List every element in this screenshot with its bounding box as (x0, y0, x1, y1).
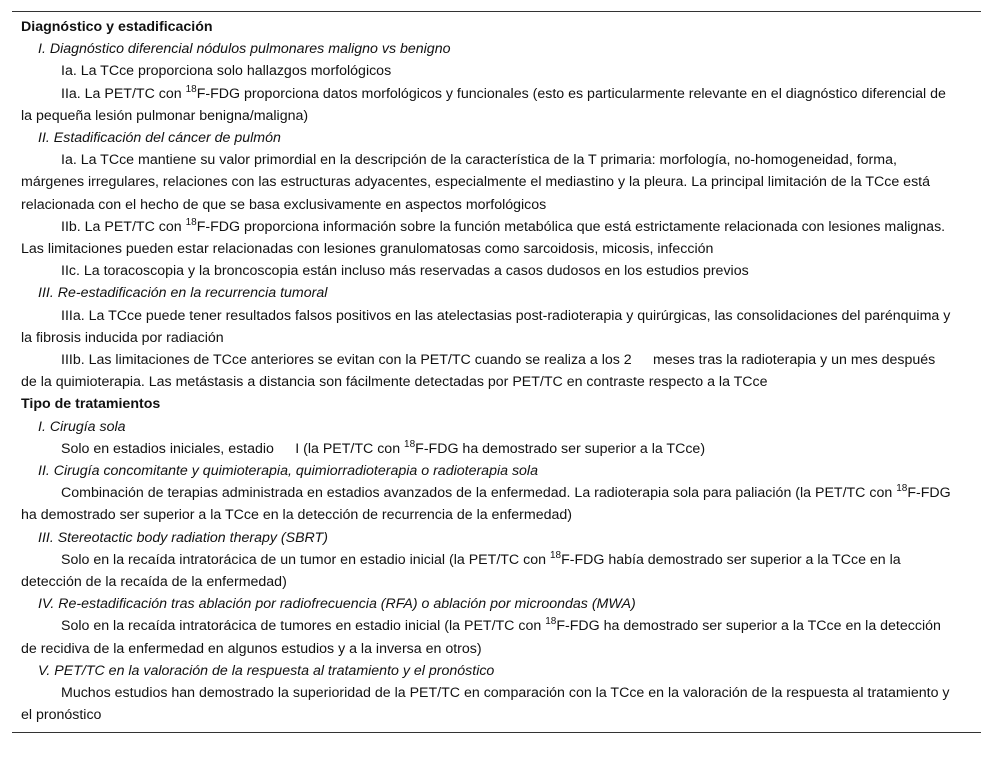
text-segment: Solo en la recaída intratorácica de tumores en estadio inicial (la PET/TC con (61, 618, 546, 635)
text-segment: I. Cirugía sola (38, 418, 126, 435)
text-segment: F-FDG ha demostrado ser superior a la TCce) (415, 440, 706, 457)
table-row-text (12, 349, 981, 393)
text-segment: V. PET/TC en la valoración de la respuesta al tratamiento y el pronóstico (38, 662, 495, 679)
superscript: 18 (185, 216, 197, 228)
table-row-text (12, 149, 981, 216)
text-segment: II. Estadificación del cáncer de pulmón (38, 130, 281, 147)
table-row-text (12, 83, 981, 127)
clinical-table (12, 11, 981, 733)
text-segment: IIIb. Las limitaciones de TCce anteriores se evitan con la PET/TC cuando se realiza a los 2 meses tras la radioterapia y un mes después de la quimioterapia. Las metástasis a distancia son fácilmente detectadas por PET/TC en contraste respecto a la TCce (21, 352, 936, 391)
subsection-title (12, 282, 981, 304)
section-heading (12, 393, 981, 415)
subsection-title (12, 460, 981, 482)
text-segment: Tipo de tratamientos (21, 396, 161, 413)
table-row-text (12, 438, 981, 460)
table-row-text (12, 482, 981, 526)
text-segment: IIIa. La TCce puede tener resultados falsos positivos en las atelectasias post-radioterapia y quirúrgicas, las consolidaciones del parénquima y la fibrosis inducida por radiación (21, 307, 951, 346)
text-segment: Muchos estudios han demostrado la superioridad de la PET/TC en comparación con la TCce en la valoración de la respuesta al tratamiento y el pronóstico (21, 685, 950, 724)
text-segment: Diagnóstico y estadificación (21, 19, 213, 35)
text-segment: Solo en estadios iniciales, estadio I (la PET/TC con (61, 440, 405, 457)
text-segment: F-FDG proporciona datos morfológicos y funcionales (esto es particularmente relevante en el diagnóstico diferencial de la pequeña lesión pulmonar benigna/maligna) (21, 85, 946, 124)
text-segment: F-FDG ha demostrado ser superior a la TCce en la detección de recidiva de la enfermedad en algunos estudios y a la inversa en otros) (21, 618, 941, 657)
table-row-text (12, 615, 981, 659)
table-row-text (12, 682, 981, 726)
table-row-text (12, 305, 981, 349)
text-segment: IIb. La PET/TC con (61, 218, 186, 235)
superscript: 18 (549, 549, 562, 561)
subsection-title (12, 660, 981, 682)
text-segment: III. Re-estadificación en la recurrencia tumoral (38, 285, 328, 302)
superscript: 18 (896, 483, 908, 495)
text-segment: IIc. La toracoscopia y la broncoscopia están incluso más reservadas a casos dudosos en los estudios previos (61, 263, 749, 280)
text-segment: F-FDG proporciona información sobre la función metabólica que está estrictamente relacionada con lesiones malignas. Las limitaciones pueden estar relacionadas con lesiones granulomatosas como sarcoidosis, micosis, infección (21, 218, 946, 258)
table-row-text (12, 260, 981, 282)
text-segment: F-FDG había demostrado ser superior a la TCce en la detección de la recaída de la enfermedad) (21, 551, 901, 591)
superscript: 18 (404, 438, 416, 450)
text-segment: IV. Re-estadificación tras ablación por radiofrecuencia (RFA) o ablación por microondas (MWA) (38, 596, 636, 613)
text-segment: II. Cirugía concomitante y quimioterapia, quimiorradioterapia o radioterapia sola (38, 463, 538, 480)
text-segment: Combinación de terapias administrada en estadios avanzados de la enfermedad. La radioterapia sola para paliación (la PET/TC con (61, 485, 897, 502)
text-segment: Ia. La TCce proporciona solo hallazgos morfológicos (61, 63, 392, 80)
table-row-text (12, 216, 981, 260)
table-row-text (12, 549, 981, 593)
text-segment: Solo en la recaída intratorácica de un tumor en estadio inicial (la PET/TC con (61, 551, 550, 568)
subsection-title (12, 593, 981, 615)
subsection-title (12, 38, 981, 60)
subsection-title (12, 127, 981, 149)
text-segment: Ia. La TCce mantiene su valor primordial en la descripción de la característica de la T primaria: morfología, no-homogeneidad, forma, márgenes irregulares, relaciones con las estructuras adyacentes, especialmente el mediastino y la pleura. La principal limitación de la TCce está relacionada con el hecho de que se basa exclusivamente en aspectos morfológicos (21, 152, 930, 213)
superscript: 18 (185, 83, 197, 95)
subsection-title (12, 416, 981, 438)
text-segment: F-FDG ha demostrado ser superior a la TCce en la detección de recurrencia de la enfermedad) (21, 485, 951, 524)
table-row-text (12, 60, 981, 82)
text-segment: IIa. La PET/TC con (61, 85, 186, 102)
text-segment: III. Stereotactic body radiation therapy (SBRT) (38, 529, 328, 546)
text-segment: I. Diagnóstico diferencial nódulos pulmonares maligno vs benigno (38, 41, 451, 58)
subsection-title (12, 527, 981, 549)
superscript: 18 (545, 616, 557, 628)
section-heading (12, 16, 981, 38)
